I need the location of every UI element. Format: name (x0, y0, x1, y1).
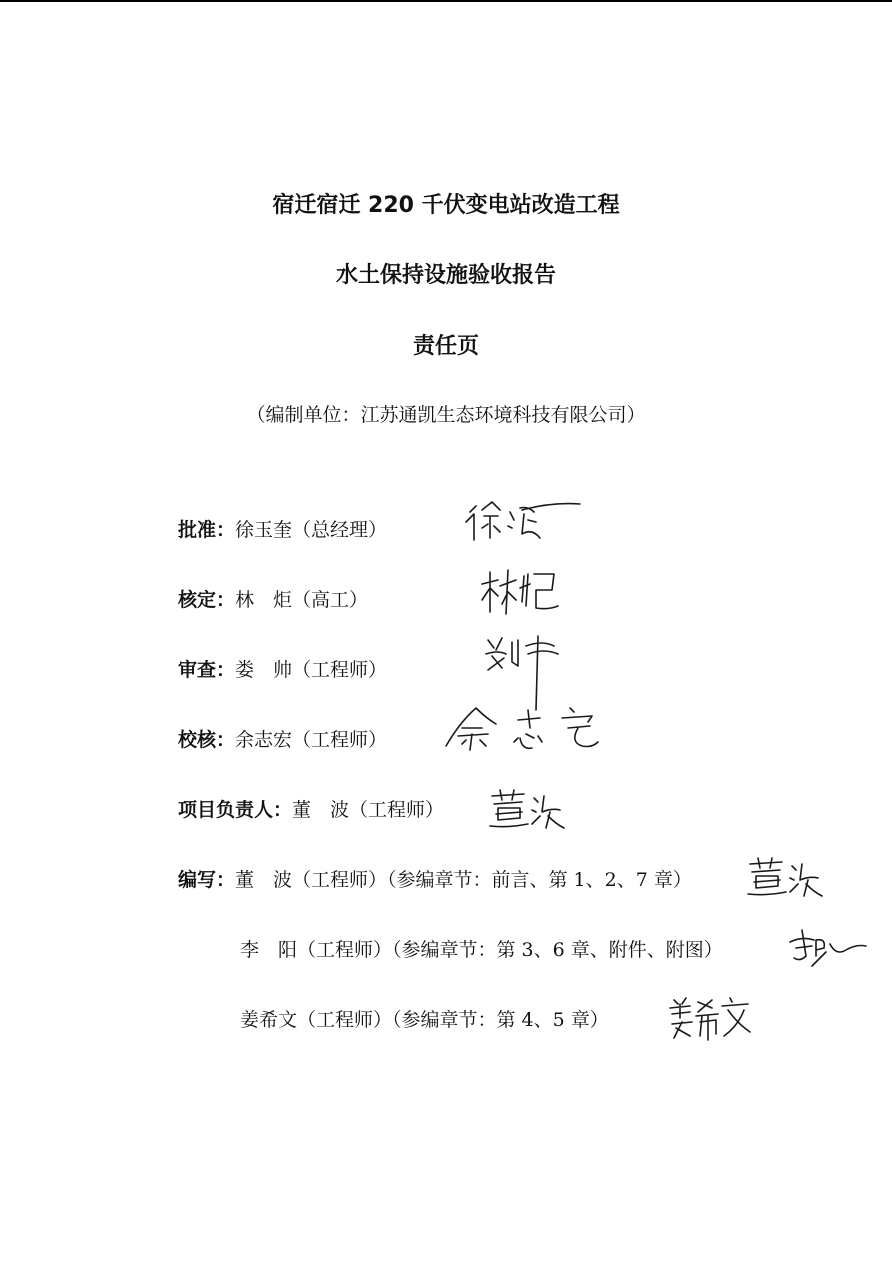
signature-verify (478, 566, 562, 618)
signature-approve (462, 498, 582, 546)
writer-entry-2: 李 阳（工程师）（参编章节：第 3、6 章、附件、附图） (240, 939, 723, 961)
check-name: 余志宏（工程师） (235, 729, 388, 751)
review-row (178, 655, 387, 685)
writer-entry-3: 姜希文（工程师）（参编章节：第 4、5 章） (240, 1009, 609, 1031)
signature-review (482, 632, 562, 712)
title-responsibility-page: 责任页 (412, 334, 479, 359)
check-row (178, 725, 387, 755)
verify-row (178, 585, 368, 615)
leader-label: 项目负责人： (178, 799, 293, 821)
title-project: 宿迁宿迁 220 千伏变电站改造工程 (272, 193, 620, 218)
signature-writer-3 (668, 994, 752, 1042)
writer-label: 编写： (178, 869, 236, 891)
review-name: 娄 帅（工程师） (235, 659, 388, 681)
signature-writer-1 (746, 856, 826, 900)
compiling-unit: （编制单位：江苏通凯生态环境科技有限公司） (246, 404, 646, 426)
leader-name: 董 波（工程师） (292, 799, 445, 821)
verify-name: 林 炬（高工） (235, 589, 369, 611)
signature-leader (488, 788, 568, 832)
approve-label: 批准： (178, 519, 236, 541)
writer-row-2 (240, 935, 723, 965)
leader-row (178, 795, 444, 825)
signature-writer-2 (786, 926, 870, 968)
signature-check (442, 702, 602, 754)
check-label: 校核： (178, 729, 236, 751)
writer-row-1 (178, 865, 692, 895)
writer-entry-1: 董 波（工程师）（参编章节：前言、第 1、2、7 章） (235, 869, 692, 891)
writer-row-3 (240, 1005, 609, 1035)
review-label: 审查： (178, 659, 236, 681)
approve-name: 徐玉奎（总经理） (235, 519, 388, 541)
top-border-line (0, 0, 892, 2)
approve-row (178, 515, 387, 545)
title-report: 水土保持设施验收报告 (335, 263, 556, 288)
verify-label: 核定： (178, 589, 236, 611)
